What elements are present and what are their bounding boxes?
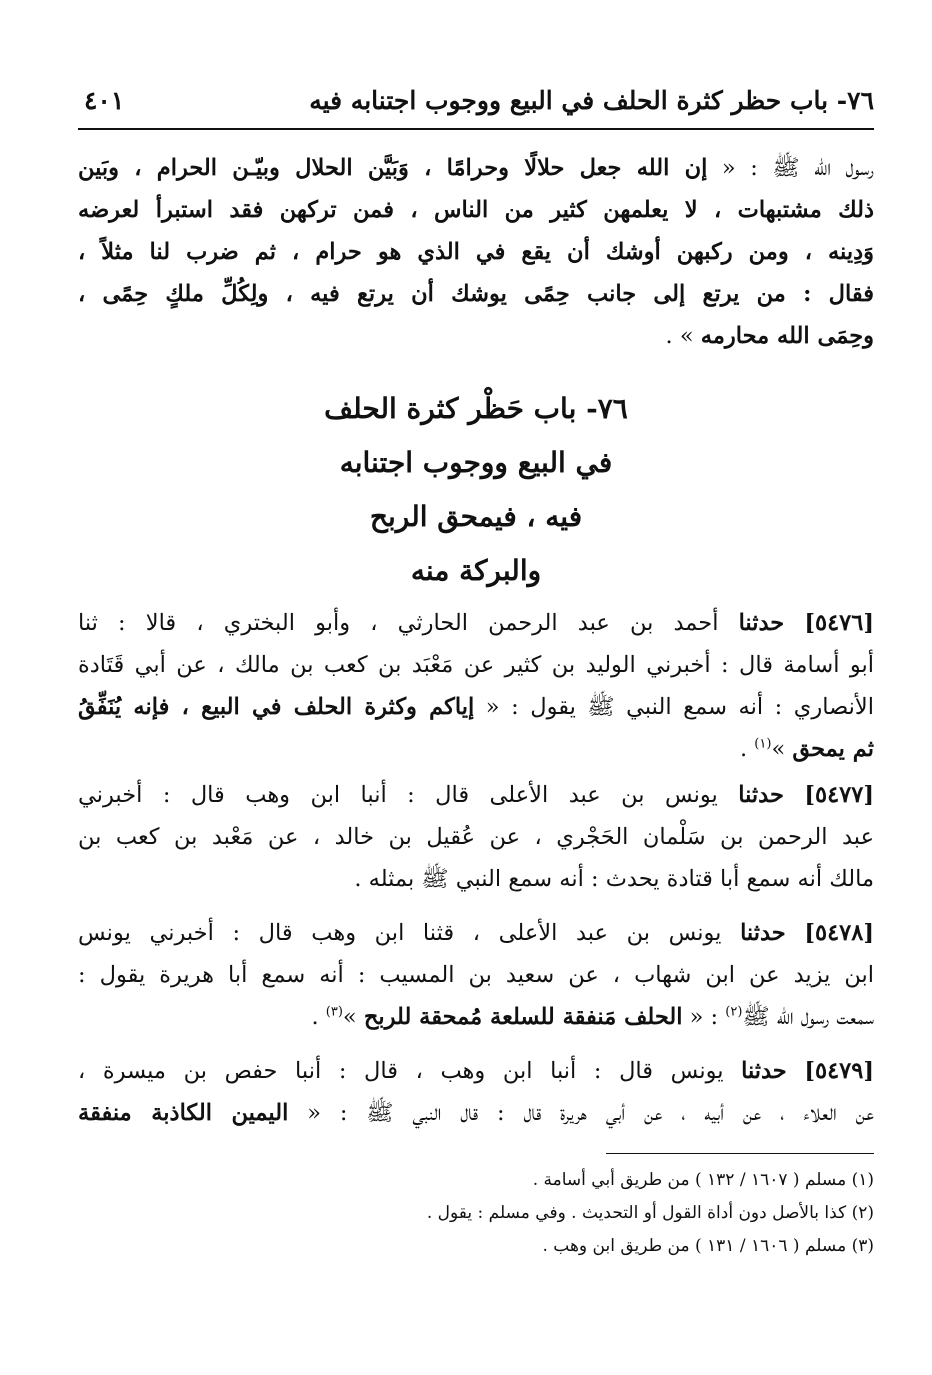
- text-run: »: [771, 736, 793, 762]
- text-line: [78, 147, 874, 189]
- text-line: [78, 1050, 874, 1092]
- bold-text-run: حدثنا: [741, 1058, 787, 1084]
- text-run: أبو أسامة قال : أخبرني الوليد بن كثير عن مَعْبَد بن كعب بن مالك ، عن أبي قَتَادة: [78, 652, 874, 678]
- text-line: [78, 774, 874, 816]
- text-line: [78, 816, 874, 858]
- bold-text-run: فقال : من يرتع إلى جانب حِمًى يوشك أن يرتع فيه ، ولِكُلِّ ملكٍ حِمًى ،: [78, 281, 874, 307]
- bold-text-run: وَدِينه ، ومن ركبهن أوشك أن يقع في الذي هو حرام ، ثم ضرب لنا مثلاً ،: [78, 239, 874, 265]
- hadith-5476: [78, 602, 874, 770]
- chapter-heading-line: ٧٦- باب حَظْر كثرة الحلف: [324, 392, 628, 425]
- text-line: [78, 273, 874, 315]
- hadith-number: [٥٤٧٧]: [804, 782, 874, 808]
- intro-paragraph: [78, 147, 874, 357]
- running-header: [84, 82, 874, 124]
- bold-text-run: إياكم وكثرة الحلف في البيع ، فإنه يُنَفِّقُ: [78, 694, 475, 720]
- footnote-marker: (١): [754, 736, 772, 752]
- chapter-heading: [78, 382, 874, 598]
- text-run: » .: [665, 323, 701, 349]
- footnotes: [300, 1164, 874, 1263]
- bold-text-run: حدثنا: [738, 782, 784, 808]
- text-run: .: [311, 1004, 326, 1030]
- bold-text-run: ثم يمحق: [792, 736, 874, 762]
- text-line: [78, 602, 874, 644]
- text-line: [78, 644, 874, 686]
- text-run: الأنصاري : أنه سمع النبي ﷺ يقول : «: [474, 694, 874, 720]
- text-run: مالك أنه سمع أبا قتادة يحدث : أنه سمع النبي ﷺ بمثله .: [354, 866, 874, 892]
- footnote-rule: [606, 1153, 874, 1154]
- text-run: »: [342, 1004, 364, 1030]
- bold-text-run: ذلك مشتبهات ، لا يعلمهن كثير من الناس ، فمن تركهن فقد استبرأ لعرضه: [78, 197, 874, 223]
- text-run: ابن يزيد عن ابن شهاب ، عن سعيد بن المسيب : أنه سمع أبا هريرة يقول :: [78, 962, 874, 988]
- text-line: [78, 231, 874, 273]
- text-line: [78, 189, 874, 231]
- running-header-title: ٧٦- باب حظر كثرة الحلف في البيع ووجوب اجتنابه فيه: [309, 86, 874, 115]
- footnote-marker: (٢): [725, 1004, 743, 1020]
- text-run: سمعت رسول الله ﷺ: [742, 1004, 874, 1030]
- text-run: رسول الله ﷺ : «: [707, 155, 874, 181]
- footnote: (١) مسلم ( ١٦٠٧ / ١٣٢ ) من طريق أبي أسامة .: [532, 1170, 874, 1190]
- text-run: .: [739, 736, 755, 762]
- chapter-heading-line: فيه ، فيمحق الربح: [369, 500, 583, 533]
- footnote-marker: (٣): [325, 1004, 343, 1020]
- bold-text-run: حدثنا: [740, 920, 786, 946]
- header-rule: [78, 128, 874, 130]
- bold-text-run: الحلف مَنفقة للسلعة مُمحقة للربح: [363, 1004, 683, 1030]
- text-run: يونس بن عبد الأعلى ، قثنا ابن وهب قال : أخبرني يونس: [78, 920, 741, 946]
- text-line: [78, 315, 874, 357]
- hadith-5477: [78, 774, 874, 900]
- hadith-5478: [78, 912, 874, 1038]
- text-line: [78, 996, 874, 1038]
- footnote: (٢) كذا بالأصل دون أداة القول أو التحديث . وفي مسلم : يقول .: [426, 1203, 874, 1223]
- text-run: عبد الرحمن بن سَلْمان الحَجْري ، عن عُقيل بن خالد ، عن مَعْبد بن كعب بن: [78, 824, 874, 850]
- hadith-number: [٥٤٧٨]: [804, 920, 874, 946]
- chapter-heading-line: في البيع ووجوب اجتنابه: [339, 446, 613, 479]
- hadith-number: [٥٤٧٩]: [804, 1058, 874, 1084]
- bold-text-run: إن الله جعل حلالًا وحرامًا ، وَبَيَّن الحلال وبيّـن الحرام ، وبَين: [78, 155, 708, 181]
- text-run: أحمد بن عبد الرحمن الحارثي ، وأبو البختري ، قالا : ثنا: [78, 610, 739, 636]
- footnote: (٣) مسلم ( ١٦٠٦ / ١٣١ ) من طريق ابن وهب .: [542, 1236, 874, 1256]
- text-run: : «: [682, 1004, 726, 1030]
- text-line: [78, 912, 874, 954]
- hadith-number: [٥٤٧٦]: [804, 610, 874, 636]
- text-run: يونس قال : أنبا ابن وهب ، قال : أنبا حفص بن ميسرة ،: [78, 1058, 742, 1084]
- bold-text-run: وحِمَى الله محارمه: [700, 323, 874, 349]
- bold-text-run: حدثنا: [738, 610, 785, 636]
- text-run: عن العلاء ، عن أبيه ، عن أبي هريرة قال : قال النبي ﷺ : «: [288, 1100, 874, 1126]
- hadith-5479: [78, 1050, 874, 1134]
- text-line: [78, 1092, 874, 1134]
- bold-text-run: اليمين الكاذبة منفقة: [78, 1100, 289, 1126]
- text-line: [78, 858, 874, 900]
- chapter-heading-line: والبركة منه: [410, 554, 542, 587]
- text-line: [78, 728, 874, 770]
- text-line: [78, 954, 874, 996]
- text-run: يونس بن عبد الأعلى قال : أنبا ابن وهب قال : أخبرني: [78, 782, 739, 808]
- text-line: [78, 686, 874, 728]
- page-number: ٤٠١: [84, 86, 125, 115]
